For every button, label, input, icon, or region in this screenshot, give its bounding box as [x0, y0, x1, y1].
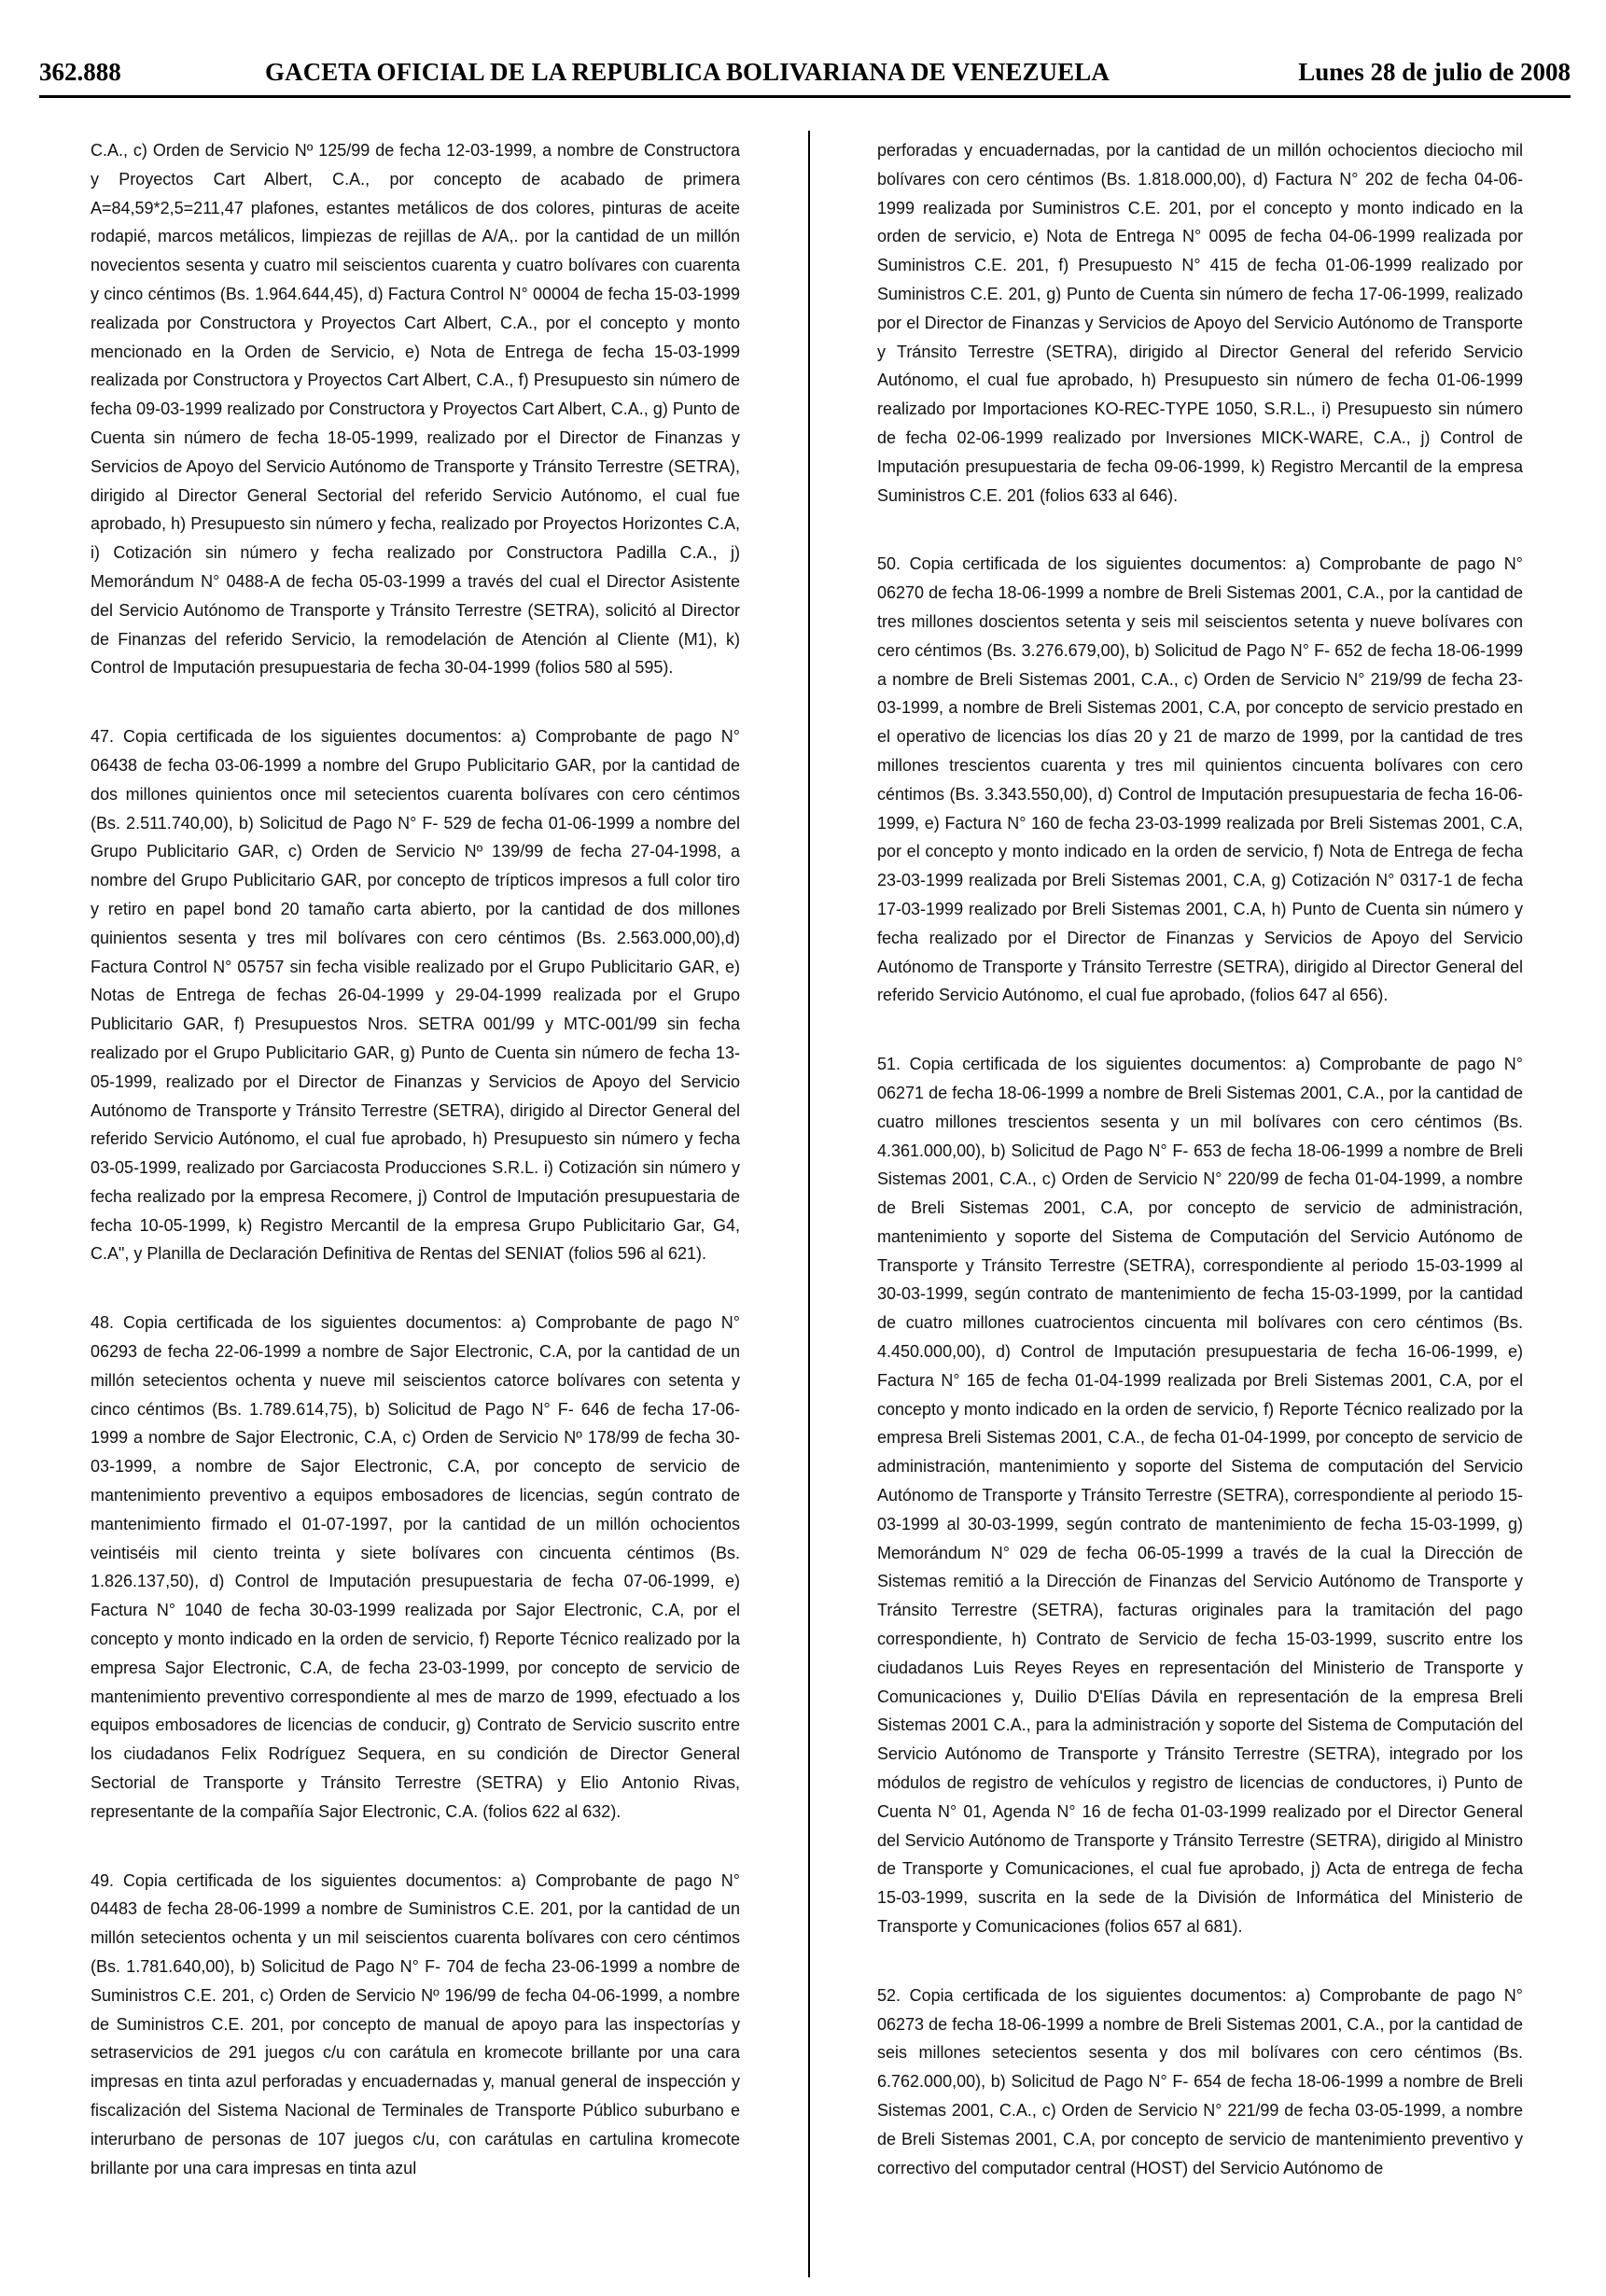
paragraph-48: 48. Copia certificada de los siguientes documentos: a) Comprobante de pago N° 06293 de fecha 22-06-1999 a nombre de Sajor Electronic, C.A, por la cantidad de un millón setecientos ochenta y nueve mil seiscientos catorce bolívares con setenta y cinco céntimos (Bs. 1.789.614,75), b) Solicitud de Pago N° F- 646 de fecha 17-06-1999 a nombre de Sajor Electronic, C.A, c) Orden de Servicio Nº 178/99 de fecha 30-03-1999, a nombre de Sajor Electronic, C.A, por concepto de servicio de mantenimiento preventivo a equipos embosadores de licencias, según contrato de mantenimiento firmado el 01-07-1997, por la cantidad de un millón ochocientos veintiséis mil ciento treinta y siete bolívares con cincuenta céntimos (Bs. 1.826.137,50), d) Control de Imputación presupuestaria de fecha 07-06-1999, e) Factura N° 1040 de fecha 30-03-1999 realizada por Sajor Electronic, C.A, por el concepto y monto indicado en la orden de servicio, f) Reporte Técnico realizado por la empresa Sajor Electronic, C.A, de fecha 23-03-1999, por concepto de servicio de mantenimiento preventivo correspondiente al mes de marzo de 1999, efectuado a los equipos embosadores de licencias de conducir, g) Contrato de Servicio suscrito entre los ciudadanos Felix Rodríguez Sequera, en su condición de Director General Sectorial de Transporte y Tránsito Terrestre (SETRA) y Elio Antonio Rivas, representante de la compañía Sajor Electronic, C.A. (folios 622 al 632).: [91, 1313, 740, 1821]
paragraph-51: 51. Copia certificada de los siguientes documentos: a) Comprobante de pago N° 06271 de fecha 18-06-1999 a nombre de Breli Sistemas 2001, C.A., por la cantidad de cuatro millones trescientos sesenta y un mil bolívares con cero céntimos (Bs. 4.361.000,00), b) Solicitud de Pago N° F- 653 de fecha 18-06-1999 a nombre de Breli Sistemas 2001, C.A., c) Orden de Servicio N° 220/99 de fecha 01-04-1999, a nombre de Breli Sistemas 2001, C.A, por concepto de servicio de administración, mantenimiento y soporte del Sistema de Computación del Servicio Autónomo de Transporte y Tránsito Terrestre (SETRA), correspondiente al periodo 15-03-1999 al 30-03-1999, según contrato de mantenimiento de fecha 15-03-1999, por la cantidad de cuatro millones cuatrocientos cincuenta mil bolívares con cero céntimos (Bs. 4.450.000,00), d) Control de Imputación presupuestaria de fecha 16-06-1999, e) Factura N° 165 de fecha 01-04-1999 realizada por Breli Sistemas 2001, C.A, por el concepto y monto indicado en la orden de servicio, f) Reporte Técnico realizado por la empresa Breli Sistemas 2001, C.A., de fecha 01-04-1999, por concepto de servicio de administración, mantenimiento y soporte del Sistema de computación del Servicio Autónomo de Transporte y Tránsito Terrestre (SETRA), correspondiente al periodo 15-03-1999 al 30-03-1999, según contrato de mantenimiento de fecha 15-03-1999, g) Memorándum N° 029 de fecha 06-05-1999 a través de la cual la Dirección de Sistemas remitió a la Dirección de Finanzas del Servicio Autónomo de Transporte y Tránsito Terrestre (SETRA), facturas originales para la tramitación del pago correspondiente, h) Contrato de Servicio de fecha 15-03-1999, suscrito entre los ciudadanos Luis Reyes Reyes en representación del Ministerio de Transporte y Comunicaciones y, Duilio D'Elías Dávila en representación de la empresa Breli Sistemas 2001 C.A., para la administración y soporte del Sistema de Computación del Servicio Autónomo de Transporte y Tránsito Terrestre (SETRA), integrado por los módulos de registro de vehículos y registro de licencias de conductores, i) Punto de Cuenta N° 01, Agenda N° 16 de fecha 01-03-1999 realizado por el Director General del Servicio Autónomo de Transporte y Tránsito Terrestre (SETRA), dirigido al Ministro de Transporte y Comunicaciones, el cual fue aprobado, j) Acta de entrega de fecha 15-03-1999, suscrita en la sede de la División de Informática del Ministerio de Transporte y Comunicaciones (folios 657 al 681).: [877, 1055, 1523, 1937]
paragraph-52: 52. Copia certificada de los siguientes documentos: a) Comprobante de pago N° 06273 de fecha 18-06-1999 a nombre de Breli Sistemas 2001, C.A., por la cantidad de seis millones setecientos sesenta y dos mil bolívares con cero céntimos (Bs. 6.762.000,00), b) Solicitud de Pago N° F- 654 de fecha 18-06-1999 a nombre de Breli Sistemas 2001, C.A., c) Orden de Servicio N° 221/99 de fecha 03-05-1999, a nombre de Breli Sistemas 2001, C.A, por concepto de servicio de mantenimiento preventivo y correctivo del computador central (HOST) del Servicio Autónomo de: [877, 1985, 1523, 2177]
left-column: [91, 136, 740, 2222]
header-rule: [39, 95, 1571, 98]
paragraph-continuation: C.A., c) Orden de Servicio Nº 125/99 de fecha 12-03-1999, a nombre de Constructora y Proyectos Cart Albert, C.A., por concepto de acabado de primera A=84,59*2,5=211,47 plafones, estantes metálicos de dos colores, pinturas de aceite rodapié, marcos metálicos, limpiezas de rejillas de A/A,. por la cantidad de un millón novecientos sesenta y cuatro mil seiscientos cuarenta y cuatro bolívares con cuarenta y cinco céntimos (Bs. 1.964.644,45), d) Factura Control N° 00004 de fecha 15-03-1999 realizada por Constructora y Proyectos Cart Albert, C.A., por el concepto y monto mencionado en la Orden de Servicio, e) Nota de Entrega de fecha 15-03-1999 realizada por Constructora y Proyectos Cart Albert, C.A., f) Presupuesto sin número de fecha 09-03-1999 realizado por Constructora y Proyectos Cart Albert, C.A., g) Punto de Cuenta sin número de fecha 18-05-1999, realizado por el Director de Finanzas y Servicios de Apoyo del Servicio Autónomo de Transporte y Tránsito Terrestre (SETRA), dirigido al Director General Sectorial del referido Servicio Autónomo, el cual fue aprobado, h) Presupuesto sin número y fecha, realizado por Proyectos Horizontes C.A, i) Cotización sin número y fecha realizado por Constructora Padilla C.A., j) Memorándum N° 0488-A de fecha 05-03-1999 a través del cual el Director Asistente del Servicio Autónomo de Transporte y Tránsito Terrestre (SETRA), solicitó al Director de Finanzas del referido Servicio, la remodelación de Atención al Cliente (M1), k) Control de Imputación presupuestaria de fecha 30-04-1999 (folios 580 al 595).: [91, 141, 740, 678]
paragraph-50: 50. Copia certificada de los siguientes documentos: a) Comprobante de pago N° 06270 de fecha 18-06-1999 a nombre de Breli Sistemas 2001, C.A., por la cantidad de tres millones doscientos setenta y seis mil seiscientos setenta y nueve bolívares con cero céntimos (Bs. 3.276.679,00), b) Solicitud de Pago N° F- 652 de fecha 18-06-1999 a nombre de Breli Sistemas 2001, C.A., c) Orden de Servicio N° 219/99 de fecha 23-03-1999, a nombre de Breli Sistemas 2001, C.A, por concepto de servicio prestado en el operativo de licencias los días 20 y 21 de marzo de 1999, por la cantidad de tres millones trescientos cuarenta y tres mil quinientos cincuenta bolívares con cero céntimos (Bs. 3.343.550,00), d) Control de Imputación presupuestaria de fecha 16-06-1999, e) Factura N° 160 de fecha 23-03-1999 realizada por Breli Sistemas 2001, C.A, por el concepto y monto indicado en la orden de servicio, f) Nota de Entrega de fecha 23-03-1999 realizada por Breli Sistemas 2001, C.A, g) Cotización N° 0317-1 de fecha 17-03-1999 realizado por Breli Sistemas 2001, C.A, h) Punto de Cuenta sin número y fecha realizado por el Director de Finanzas y Servicios de Apoyo del Servicio Autónomo de Transporte y Tránsito Terrestre (SETRA), dirigido al Director General del referido Servicio Autónomo, el cual fue aprobado, (folios 647 al 656).: [877, 554, 1523, 1005]
paragraph-49: 49. Copia certificada de los siguientes documentos: a) Comprobante de pago N° 04483 de fecha 28-06-1999 a nombre de Suministros C.E. 201, por la cantidad de un millón setecientos ochenta y un mil seiscientos cuarenta bolívares con cero céntimos (Bs. 1.781.640,00), b) Solicitud de Pago N° F- 704 de fecha 23-06-1999 a nombre de Suministros C.E. 201, c) Orden de Servicio Nº 196/99 de fecha 04-06-1999, a nombre de Suministros C.E. 201, por concepto de manual de apoyo para las inspectorías y setraservicios de 291 juegos c/u con carátula en kromecote brillante por una cara impresas en tinta azul perforadas y encuadernadas y, manual general de inspección y fiscalización del Sistema Nacional de Terminales de Transporte Público suburbano e interurbano de personas de 107 juegos c/u, con carátulas en cartulina kromecote brillante por una cara impresas en tinta azul: [91, 1870, 740, 2177]
page-number: 362.888: [39, 58, 121, 86]
issue-date: Lunes 28 de julio de 2008: [1298, 58, 1571, 86]
gazette-title: GACETA OFICIAL DE LA REPUBLICA BOLIVARIANA DE VENEZUELA: [265, 58, 1110, 86]
column-divider: [808, 131, 810, 2277]
paragraph-49-continuation: perforadas y encuadernadas, por la cantidad de un millón ochocientos dieciocho mil bolívares con cero céntimos (Bs. 1.818.000,00), d) Factura N° 202 de fecha 04-06-1999 realizada por Suministros C.E. 201, por el concepto y monto indicado en la orden de servicio, e) Nota de Entrega N° 0095 de fecha 04-06-1999 realizada por Suministros C.E. 201, f) Presupuesto N° 415 de fecha 01-06-1999 realizado por Suministros C.E. 201, g) Punto de Cuenta sin número de fecha 17-06-1999, realizado por el Director de Finanzas y Servicios de Apoyo del Servicio Autónomo de Transporte y Tránsito Terrestre (SETRA), dirigido al Director General del referido Servicio Autónomo, el cual fue aprobado, h) Presupuesto sin número de fecha 01-06-1999 realizado por Importaciones KO-REC-TYPE 1050, S.R.L., i) Presupuesto sin número de fecha 02-06-1999 realizado por Inversiones MICK-WARE, C.A., j) Control de Imputación presupuestaria de fecha 09-06-1999, k) Registro Mercantil de la empresa Suministros C.E. 201 (folios 633 al 646).: [877, 141, 1523, 505]
right-column: [877, 136, 1523, 2222]
paragraph-47: 47. Copia certificada de los siguientes documentos: a) Comprobante de pago N° 06438 de fecha 03-06-1999 a nombre del Grupo Publicitario GAR, por la cantidad de dos millones quinientos once mil setecientos cuarenta bolívares con cero céntimos (Bs. 2.511.740,00), b) Solicitud de Pago N° F- 529 de fecha 01-06-1999 a nombre del Grupo Publicitario GAR, c) Orden de Servicio Nº 139/99 de fecha 27-04-1998, a nombre del Grupo Publicitario GAR, por concepto de trípticos impresos a full color tiro y retiro en papel bond 20 tamaño carta abierto, por la cantidad de dos millones quinientos sesenta y tres mil bolívares con cero céntimos (Bs. 2.563.000,00),d) Factura Control N° 05757 sin fecha visible realizado por el Grupo Publicitario GAR, e) Notas de Entrega de fechas 26-04-1999 y 29-04-1999 realizada por el Grupo Publicitario GAR, f) Presupuestos Nros. SETRA 001/99 y MTC-001/99 sin fecha realizado por el Grupo Publicitario GAR, g) Punto de Cuenta sin número de fecha 13-05-1999, realizado por el Director de Finanzas y Servicios de Apoyo del Servicio Autónomo de Transporte y Tránsito Terrestre (SETRA), dirigido al Director General del referido Servicio Autónomo, el cual fue aprobado, h) Presupuesto sin número y fecha 03-05-1999, realizado por Garciacosta Producciones S.R.L. i) Cotización sin número y fecha realizado por la empresa Recomere, j) Control de Imputación presupuestaria de fecha 10-05-1999, k) Registro Mercantil de la empresa Grupo Publicitario Gar, G4, C.A", y Planilla de Declaración Definitiva de Rentas del SENIAT (folios 596 al 621).: [91, 727, 740, 1264]
page-header: [39, 58, 1571, 99]
